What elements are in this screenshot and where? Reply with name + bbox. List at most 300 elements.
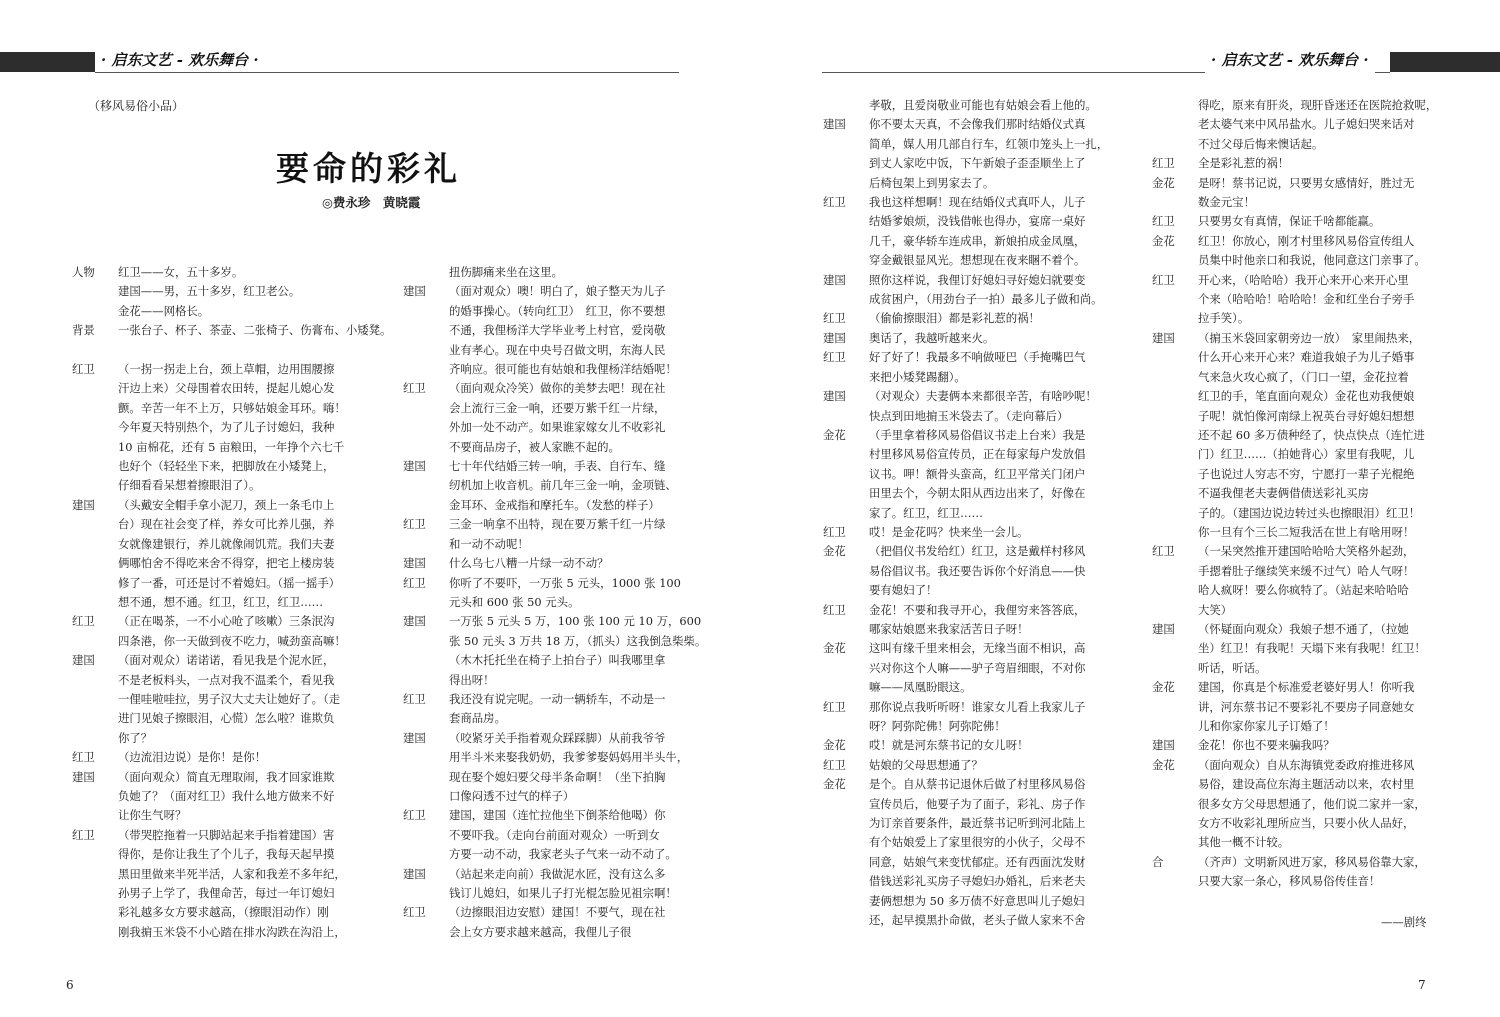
text-line: 一俚哇啦哇拉，男子汉大丈夫让她好了。（走 — [118, 691, 341, 706]
dialogue-line — [1152, 853, 1452, 892]
left-column-1 — [72, 263, 392, 942]
text-line: 你不要太天真，不会像我们那时结婚仪式真 — [869, 117, 1086, 132]
text-line: 呀？阿弥陀佛！阿弥陀佛！ — [869, 719, 1006, 733]
text-line: 仔细看看呆想着擦眼泪了）。 — [118, 478, 261, 493]
text-line: 孝敬，且爱岗敬业可能也有姑娘会看上他的。 — [869, 98, 1097, 112]
dialogue-line — [823, 542, 1123, 600]
speaker-name: 金花 — [823, 544, 846, 559]
dialogue-text — [869, 736, 1123, 755]
text-line: 孙男子上学了，我俚命苦，每过一年订媳妇 — [118, 886, 335, 900]
speaker-name: 金花 — [1152, 757, 1175, 772]
text-line: 也好个（轻轻坐下来，把脚放在小矮凳上， — [118, 459, 335, 474]
dialogue-line — [72, 826, 372, 942]
speaker-name: 红卫 — [823, 195, 846, 210]
dialogue-text — [869, 601, 1123, 640]
dialogue-text — [118, 360, 372, 496]
text-line: 方要一动不动，我家老头子气来一动不动了。 — [449, 847, 677, 862]
text-line: （头戴安全帽手拿小泥刀，颈上一条毛巾上 — [118, 497, 335, 512]
speaker-name: 红卫 — [1152, 156, 1175, 171]
dialogue-text — [449, 806, 693, 864]
text-line: 结婚爹娘烦，没钱借帐也得办，宴席一桌好 — [869, 214, 1086, 229]
dialogue-line — [823, 426, 1123, 523]
text-line: 穿金戴银显风光。想想现在夜来睏不着个。 — [869, 253, 1086, 268]
dialogue-text — [869, 96, 1123, 115]
text-line: （面对观众）噢！明白了，娘子整天为儿子 — [449, 284, 666, 299]
text-line: 听话，听话。 — [1198, 660, 1267, 675]
text-line: 家了。红卫，红卫…… — [869, 505, 983, 520]
dialogue-line — [403, 379, 693, 457]
text-line: 女就像建银行，养儿就像闹饥荒。我们夫妻 — [118, 536, 335, 551]
text-line: 来把小矮凳踢翻）。 — [869, 369, 966, 384]
text-line: （站起来走向前）我做泥水匠，没有这么多 — [449, 866, 666, 881]
dialogue-text — [449, 282, 693, 379]
text-line: 兴对你这个人嘛——驴子弯眉细眼，不对你 — [869, 660, 1086, 675]
right-column-2 — [1152, 96, 1452, 892]
speaker-name: 建国 — [403, 284, 426, 299]
dialogue-text — [449, 729, 693, 807]
dialogue-text — [118, 282, 372, 301]
dialogue-line — [72, 341, 372, 360]
speaker-name: 金花 — [823, 641, 846, 656]
text-line: （带哭腔拖着一只脚站起来手指着建国）害 — [118, 827, 335, 842]
text-line: 老太婆气来中风吊盐水。儿子媳妇哭来话对 — [1198, 117, 1415, 132]
dialogue-line — [403, 612, 707, 690]
text-line: 会上流行三金一响，还要万紫千红一片绿， — [449, 400, 666, 415]
text-line: 不通，我俚杨洋大学毕业考上村官，爱岗敬 — [449, 323, 666, 338]
text-line: 我还没有说完呢。一动一辆轿车，不动是一 — [449, 691, 666, 706]
text-line: 张 50 元头 3 万共 18 万，（抓头）这我倒急柴柴。 — [449, 633, 707, 648]
speaker-name: 建国 — [72, 653, 95, 668]
speaker-name: 红卫 — [823, 311, 846, 326]
dialogue-line — [1152, 620, 1452, 678]
text-line: 的婚事操心。（转向红卫） 红卫，你不要想 — [449, 303, 666, 318]
text-line: 快点到田地掮玉米袋去了。（走向幕后） — [869, 408, 1069, 423]
text-line: 今年夏天特别热个，为了儿子讨媳妇，我种 — [118, 420, 335, 435]
dialogue-text — [869, 542, 1123, 600]
dialogue-line — [403, 729, 693, 807]
text-line: 金花——网格长。 — [118, 303, 210, 318]
dialogue-line — [823, 96, 1123, 115]
dialogue-text — [869, 698, 1123, 737]
dialogue-line — [823, 387, 1123, 426]
text-line: 红卫——女，五十多岁。 — [118, 265, 244, 279]
text-line: 建国，你真是个标准爱老婆好男人！你听我 — [1198, 680, 1415, 695]
text-line: 刚我掮玉米袋不小心踏在排水沟跌在沟沿上， — [118, 924, 346, 939]
header-title-text: 启东文艺 - 欢乐舞台 — [111, 51, 249, 69]
text-line: 红卫！你放心，刚才村里移风易俗宣传组人 — [1198, 233, 1415, 248]
text-line: 儿和你家你家儿子订婚了！ — [1198, 719, 1335, 733]
speaker-name: 背景 — [72, 323, 95, 338]
text-line: 什么开心来开心来？难道我娘子为儿子婚事 — [1198, 350, 1415, 365]
text-line: 我也这样想啊！现在结婚仪式真吓人，儿子 — [869, 195, 1086, 210]
header-title-text: 启东文艺 - 欢乐舞台 — [1221, 51, 1359, 69]
text-line: 想不通，想不通。红卫，红卫，红卫…… — [118, 594, 324, 609]
speaker-name: 建国 — [403, 556, 426, 571]
text-line: 后椅包架上到男家去了。 — [869, 175, 995, 190]
speaker-name: 金花 — [823, 738, 846, 753]
text-line: 坐）红卫！有我呢！天塌下来有我呢！红卫！ — [1198, 641, 1426, 656]
dialogue-text — [869, 387, 1123, 426]
dialogue-line — [823, 698, 1123, 737]
text-line: 外加一处不动产。如果谁家嫁女儿不收彩礼 — [449, 420, 666, 435]
dialogue-line — [1152, 756, 1452, 853]
text-line: 易俗倡议书。我还要告诉你个好消息——快 — [869, 563, 1086, 578]
speaker-name: 红卫 — [403, 575, 426, 590]
text-line: 同意，姑娘气来变忧郁症。还有西面沈发财 — [869, 854, 1086, 869]
dialogue-line — [72, 282, 372, 301]
dialogue-line — [1152, 96, 1452, 154]
end-mark: ——剧终 — [1381, 915, 1427, 929]
dialogue-line — [823, 523, 1123, 542]
text-line: 纫机加上收音机。前几年三金一响，金项链、 — [449, 478, 677, 493]
text-line: 你听了不要吓，一万张 5 元头，1000 张 100 — [449, 575, 681, 590]
dialogue-text — [118, 612, 372, 651]
text-line: 业有孝心。现在中央号召做文明，东海人民 — [449, 342, 666, 357]
speaker-name: 建国 — [1152, 330, 1175, 345]
dialogue-line — [823, 348, 1123, 387]
text-line: 借钱送彩礼买房子寻媳妇办婚礼，后来老夫 — [869, 874, 1086, 889]
dialogue-line — [72, 321, 392, 340]
speaker-name: 红卫 — [823, 602, 846, 617]
dialogue-line — [823, 309, 1123, 328]
dialogue-text — [449, 457, 693, 515]
text-line: （咬紧牙关手指着观众踩踩脚）从前我爷爷 — [449, 730, 666, 745]
text-line: 子也说过人穷志不穷，宁愿打一辈子光棍绝 — [1198, 466, 1415, 481]
text-line: 俩哪怕舍不得吃来舍不得穿，把宅上楼房装 — [118, 556, 335, 571]
text-line: 进门见娘子擦眼泪，心慌）怎么啦？谁欺负 — [118, 711, 335, 726]
text-line: 员集中时他亲口和我说，他同意这门亲事了。 — [1198, 253, 1426, 268]
speaker-name: 建国 — [1152, 738, 1175, 753]
speaker-name: 红卫 — [1152, 272, 1175, 287]
text-line: 金耳环、金戒指和摩托车。（发愁的样子） — [449, 497, 660, 512]
dialogue-line — [823, 115, 1123, 193]
text-line: 10 亩棉花，还有 5 亩粮田，一年挣个六七千 — [118, 439, 345, 454]
speaker-name: 金花 — [1152, 680, 1175, 695]
dialogue-line — [823, 775, 1123, 930]
dialogue-text — [118, 302, 372, 321]
text-line: 用半斗米来娶我奶奶，我爹爹娶妈妈用半头牛， — [449, 750, 689, 765]
speaker-name: 金花 — [823, 427, 846, 442]
speaker-name: 建国 — [823, 330, 846, 345]
dialogue-line — [403, 806, 693, 864]
dialogue-text — [1198, 620, 1452, 678]
speaker-name: 建国 — [1152, 621, 1175, 636]
speaker-name: 建国 — [823, 389, 846, 404]
text-line: 嘛——凤凰盼眼这。 — [869, 680, 972, 695]
speaker-name: 红卫 — [823, 699, 846, 714]
speaker-name: 金花 — [823, 777, 846, 792]
dialogue-text — [869, 193, 1123, 271]
text-line: 那你说点我听听呀！谁家女儿看上我家儿子 — [869, 699, 1086, 714]
text-line: 七十年代结婚三转一响，手表、自行车、缝 — [449, 459, 666, 474]
dialogue-text — [869, 309, 1123, 328]
dialogue-text — [1198, 174, 1452, 213]
speaker-name: 红卫 — [403, 381, 426, 396]
dialogue-line — [1152, 174, 1452, 213]
dialogue-text — [1198, 678, 1452, 736]
speaker-name: 红卫 — [1152, 214, 1175, 229]
dialogue-line — [1152, 736, 1452, 755]
dialogue-line — [403, 457, 693, 515]
text-line: 是个。自从蔡书记退休后做了村里移风易俗 — [869, 777, 1086, 792]
header-bar-left — [0, 52, 95, 72]
text-line: （齐声）文明新风进万家，移风易俗靠大家， — [1198, 854, 1426, 869]
speaker-name: 红卫 — [1152, 544, 1175, 559]
dialogue-text — [449, 865, 693, 904]
dialogue-line — [403, 903, 693, 942]
text-line: 得出呀！ — [449, 672, 495, 687]
speaker-name: 红卫 — [823, 350, 846, 365]
text-line: 哎！是金花吗？快来坐一会儿。 — [869, 524, 1029, 539]
page-number-right: 7 — [1418, 978, 1426, 992]
dialogue-line — [72, 263, 372, 282]
header-dot: · — [1211, 51, 1217, 69]
text-line: 彩礼越多女方要求越高，（擦眼泪动作）刚 — [118, 905, 329, 920]
dialogue-line — [1152, 678, 1452, 736]
text-line: 其他一概不计较。 — [1198, 835, 1290, 850]
speaker-name: 人物 — [72, 265, 95, 279]
text-line: 气来急火攻心疯了，（门口一望，金花拉着 — [1198, 369, 1409, 384]
text-line: 元头和 600 张 50 元头。 — [449, 594, 580, 609]
dialogue-text — [1198, 154, 1452, 173]
dialogue-line — [72, 748, 372, 767]
speaker-name: 合 — [1152, 854, 1164, 869]
speaker-name: 建国 — [403, 730, 426, 745]
text-line: 黑田里做来半死半活，人家和我差不多年纪， — [118, 866, 346, 881]
dialogue-text — [449, 515, 693, 554]
speaker-name: 红卫 — [823, 757, 846, 772]
text-line: 红卫的手，笔直面向观众）金花也劝我便娘 — [1198, 389, 1415, 404]
dialogue-text — [869, 426, 1123, 523]
dialogue-text — [449, 574, 693, 613]
dialogue-text — [449, 903, 693, 942]
text-line — [118, 341, 372, 360]
dialogue-text — [118, 651, 372, 748]
text-line: 奥话了，我越听越来火。 — [869, 330, 995, 345]
header-title — [1205, 46, 1375, 74]
dialogue-text — [449, 263, 693, 282]
text-line: 钱订儿媳妇，如果儿子打光棍怎脸见祖宗啊！ — [449, 886, 677, 900]
text-line: 开心来，（哈哈哈）我开心来开心来开心里 — [1198, 272, 1409, 287]
text-line: （面向观众）简直无理取闹，我才回家谁欺 — [118, 769, 335, 784]
text-line: 讲，河东蔡书记不要彩礼不要房子同意她女 — [1198, 699, 1415, 714]
dialogue-line — [72, 612, 372, 651]
dialogue-text — [449, 379, 693, 457]
speaker-name: 红卫 — [823, 524, 846, 539]
dialogue-text — [118, 748, 372, 767]
dialogue-line — [1152, 232, 1452, 271]
text-line: 套商品房。 — [449, 711, 506, 726]
text-line: 一张台子、杯子、茶壶、二张椅子、伤膏布、小矮凳。 — [118, 323, 392, 338]
page-number-left: 6 — [66, 978, 74, 992]
dialogue-text — [118, 826, 372, 942]
text-line: 有个姑娘爱上了家里很穷的小伙子，父母不 — [869, 835, 1086, 850]
dialogue-text — [118, 321, 391, 340]
dialogue-text — [869, 329, 1123, 348]
text-line: 子的。（建国边说边转过头也擦眼泪）红卫！ — [1198, 505, 1421, 520]
speaker-name: 金花 — [1152, 233, 1175, 248]
text-line: 四条港，你一天做到夜不吃力，喊劲蛮高嘛！ — [118, 633, 346, 648]
text-line: 得你，是你让我生了个儿子，我每天起早摸 — [118, 847, 335, 862]
text-line: （怀疑面向观众）我娘子想不通了，（拉她 — [1198, 621, 1409, 636]
text-line: 不逼我俚老夫妻俩借债送彩礼买房 — [1198, 486, 1369, 501]
text-line: 为订亲首要条件，最近蔡书记听到河北陆上 — [869, 816, 1086, 831]
speaker-name: 建国 — [403, 614, 426, 629]
dialogue-line — [403, 690, 693, 729]
dialogue-line — [72, 302, 372, 321]
dialogue-text — [449, 554, 693, 573]
speaker-name: 红卫 — [403, 517, 426, 532]
text-line: 村里移风易俗宣传员，正在每家每户发放倡 — [869, 447, 1086, 462]
text-line: 建国——男，五十多岁，红卫老公。 — [118, 284, 301, 299]
dialogue-text — [118, 263, 372, 282]
text-line: （面向观众冷笑）做你的美梦去吧！现在社 — [449, 381, 666, 396]
text-line: （对观众）夫妻俩本来都很辛苦，有啥吵呢！ — [869, 389, 1097, 404]
text-line: 还，起早摸黑扑命做，老头子做人家来不舍 — [869, 913, 1086, 928]
text-line: 不要吓我。（走向台前面对观众）一听到女 — [449, 827, 660, 842]
text-line: 得吃，原来有肝炎，现肝昏迷还在医院抢救呢， — [1198, 98, 1438, 112]
dialogue-text — [869, 639, 1123, 697]
text-line: 建国，建国（连忙拉他坐下倒茶给他喝）你 — [449, 808, 666, 823]
dialogue-text — [869, 115, 1123, 193]
dialogue-line — [823, 329, 1123, 348]
dialogue-line — [1152, 329, 1452, 542]
text-line: （偷偷擦眼泪）都是彩礼惹的祸！ — [869, 311, 1040, 326]
text-line: 个来（哈哈哈！哈哈哈！金和红坐台子旁手 — [1198, 292, 1415, 307]
speaker-name — [823, 96, 869, 115]
speaker-name — [72, 341, 118, 360]
header-title — [95, 46, 265, 74]
text-line: 田里去个，今朝太阳从西边出来了，好像在 — [869, 486, 1086, 501]
speaker-name: 建国 — [823, 117, 846, 132]
text-line: 不是老板料头，一点对我不温柔个，看见我 — [118, 672, 335, 687]
text-line: （把倡仪书发给红）红卫，这是戴样村移风 — [869, 544, 1086, 559]
text-line: 负她了？（面对红卫）我什么地方做来不好 — [118, 788, 335, 803]
dialogue-line — [72, 768, 372, 826]
speaker-name — [403, 263, 449, 282]
dialogue-text — [1198, 542, 1452, 620]
text-line: 只要男女有真情，保证千啥都能赢。 — [1198, 214, 1381, 229]
speaker-name: 红卫 — [403, 691, 426, 706]
text-line: 一万张 5 元头 5 万，100 张 100 元 10 万，600 — [449, 614, 702, 629]
dialogue-line — [403, 865, 693, 904]
text-line: 会上女方要求越来越高，我俚儿子很 — [449, 924, 632, 939]
text-line: 是呀！蔡书记说，只要男女感情好，胜过无 — [1198, 175, 1415, 190]
speaker-name: 红卫 — [72, 750, 95, 765]
dialogue-text — [1198, 96, 1452, 154]
dialogue-line — [823, 193, 1123, 271]
dialogue-text — [1198, 756, 1452, 853]
text-line: 很多女方父母思想通了，他们说二家并一家， — [1198, 796, 1426, 811]
speaker-name — [72, 282, 118, 301]
dialogue-text — [869, 775, 1123, 930]
dialogue-line — [1152, 212, 1452, 231]
dialogue-line — [823, 736, 1123, 755]
dialogue-text — [118, 496, 372, 612]
text-line: 哈人疯呀！要么你疯特了。（站起来哈哈哈 — [1198, 583, 1409, 598]
dialogue-line — [823, 639, 1123, 697]
text-line: 这叫有缘千里来相会，无缘当面不相识，高 — [869, 641, 1086, 656]
dialogue-line — [403, 282, 693, 379]
speaker-name: 红卫 — [72, 362, 95, 377]
dialogue-text — [449, 612, 706, 690]
text-line: 几千，豪华轿车连成串，新娘拍成金凤凰， — [869, 233, 1086, 248]
dialogue-line — [1152, 271, 1452, 329]
text-line: 什么乌七八糟一片绿一动不动？ — [449, 556, 609, 571]
dialogue-text — [118, 768, 372, 826]
text-line: （边流泪边说）是你！是你！ — [118, 750, 267, 765]
text-line: 拉手笑）。 — [1198, 311, 1250, 326]
dialogue-text — [1198, 271, 1452, 329]
right-column-1 — [823, 96, 1123, 930]
text-line: 到丈人家吃中饭，下午新娘子歪歪顺坐上了 — [869, 156, 1086, 171]
text-line: 口像闷透不过气的样子） — [449, 788, 575, 803]
speaker-name: 建国 — [72, 497, 95, 512]
dialogue-line — [403, 574, 693, 613]
text-line: 女方不收彩礼理所应当，只要小伙人品好， — [1198, 816, 1415, 831]
text-line: 汗边上来）父母围着农田转，提起儿媳心发 — [118, 381, 335, 396]
dialogue-line — [72, 651, 372, 748]
dialogue-line — [823, 756, 1123, 775]
speaker-name: 建国 — [823, 272, 846, 287]
text-line: 台）现在社会变了样，养女可比养儿强，养 — [118, 517, 335, 532]
text-line: 好了好了！我最多不响做哑巴（手掩嘴巴气 — [869, 350, 1086, 365]
text-line: 只要大家一条心，移风易俗传佳音！ — [1198, 874, 1381, 889]
header-rule — [95, 72, 679, 73]
text-line: （面向观众）自从东海镇党委政府推进移风 — [1198, 757, 1415, 772]
text-line: （木木托托坐在椅子上拍台子）叫我哪里拿 — [449, 653, 666, 668]
dialogue-line — [823, 271, 1123, 310]
text-line: 颤。辛苦一年不上万，只够姑娘金耳环。嗨！ — [118, 400, 346, 415]
text-line: 门）红卫……（拍她背心）家里有我呢，儿 — [1198, 447, 1415, 462]
text-line: 金花！不要和我寻开心，我俚穷来答答底， — [869, 602, 1086, 617]
text-line: 成贫困户，（用劲台子一拍）最多儿子做和尚。 — [869, 292, 1103, 307]
article-title: 要命的彩礼 — [276, 149, 461, 188]
dialogue-line — [403, 515, 693, 554]
text-line: （正在喝茶，一不小心呛了咳嗽）三条泯沟 — [118, 614, 335, 629]
text-line: 修了一番，可还是讨不着媳妇。（摇一摇手） — [118, 575, 341, 590]
text-line: 金花！你也不要来骗我吗？ — [1198, 738, 1335, 753]
dialogue-text — [118, 341, 372, 360]
text-line: 宣传员后，他要子为了面子，彩礼、房子作 — [869, 796, 1086, 811]
dialogue-text — [1198, 736, 1452, 755]
dialogue-line — [1152, 154, 1452, 173]
text-line: 你一旦有个三长二短我活在世上有啥用呀！ — [1198, 524, 1415, 539]
text-line: 不要商品房子，被人家瞧不起的。 — [449, 439, 620, 454]
text-line: 齐响应。很可能也有姑娘和我俚杨洋结婚呢！ — [449, 362, 677, 377]
dialogue-text — [449, 690, 693, 729]
dialogue-text — [1198, 853, 1452, 892]
text-line: 姑娘的父母思想通了？ — [869, 757, 983, 772]
text-line: 现在娶个媳妇要父母半条命啊！（坐下拍胸 — [449, 769, 666, 784]
speaker-name — [72, 302, 118, 321]
text-line: 手摁着肚子继续笑来缓不过气）哈人气呀！ — [1198, 563, 1415, 578]
text-line: 数金元宝！ — [1198, 195, 1255, 210]
dialogue-text — [869, 348, 1123, 387]
dialogue-text — [869, 271, 1123, 310]
text-line: （一呆突然推开建国哈哈哈大笑格外起劲， — [1198, 544, 1415, 559]
text-line: 照你这样说，我俚订好媳妇寻好媳妇就要变 — [869, 272, 1086, 287]
header-dot: · — [253, 51, 259, 69]
speaker-name: 建国 — [403, 459, 426, 474]
dialogue-line — [72, 496, 372, 612]
text-line: 议书。呷！额骨头蛮高，红卫平常关门闭户 — [869, 466, 1086, 481]
header-dot: · — [1363, 51, 1369, 69]
text-line: 简单，媒人用几部自行车，红领巾笼头上一扎， — [869, 136, 1109, 151]
text-line: 还不起 60 多万债种经了，快点快点（连忙进 — [1198, 427, 1425, 442]
header-bar-right — [1390, 52, 1500, 72]
text-line: （一拐一拐走上台，颈上草帽，边用围腰擦 — [118, 362, 335, 377]
